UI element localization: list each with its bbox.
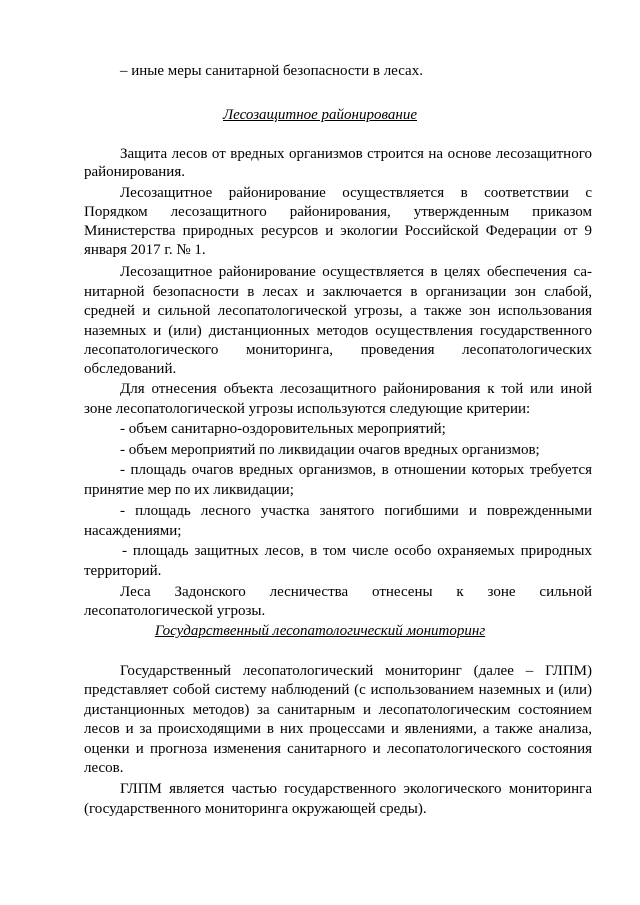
paragraph-line: оценки и прогноза изменения санитарного и лесопатологического состояния xyxy=(84,741,592,757)
paragraph-line: представляет собой систему наблюдений (с использованием наземных и (или) xyxy=(84,682,592,698)
list-item-continuation: территорий. xyxy=(84,563,162,579)
paragraph-line: дистанционных методов) за санитарным и лесопатологическим состоянием xyxy=(84,702,592,718)
paragraph-line: Порядком лесозащитного районирования, утвержденным приказом xyxy=(84,204,592,220)
paragraph-line: Государственный лесопатологический мониторинг (далее – ГЛПМ) xyxy=(120,663,592,679)
section-heading-monitoring: Государственный лесопатологический мониторинг xyxy=(154,623,486,639)
list-item-continuation: принятие мер по их ликвидации; xyxy=(84,482,294,498)
paragraph-line: лесов и за происходящими в них процессами и явлениями, а также анализа, xyxy=(84,721,592,737)
list-item-continuation: насаждениями; xyxy=(84,523,182,539)
paragraph-line: лесопатологического мониторинга, проведения лесопатологических xyxy=(84,342,592,358)
paragraph-line: Лесозащитное районирование осуществляется в соответствии с xyxy=(120,185,592,201)
paragraph-line: районирования. xyxy=(84,164,185,180)
paragraph-line: Леса Задонского лесничества отнесены к зоне сильной xyxy=(120,584,592,600)
paragraph-line: средней и сильной лесопатологической угрозы, а также зон использования xyxy=(84,303,592,319)
list-item: - площадь защитных лесов, в том числе особо охраняемых природных xyxy=(122,543,592,559)
paragraph-line: Защита лесов от вредных организмов строится на основе лесозащитного xyxy=(120,146,592,162)
list-item: - площадь лесного участка занятого погибшими и поврежденными xyxy=(120,503,592,519)
paragraph-line: Лесозащитное районирование осуществляется в целях обеспечения са- xyxy=(120,264,592,280)
paragraph-line: лесов. xyxy=(84,760,124,776)
paragraph-line: лесопатологической угрозы. xyxy=(84,603,266,619)
list-item: - объем мероприятий по ликвидации очагов вредных организмов; xyxy=(120,442,540,458)
paragraph-line: обследований. xyxy=(84,361,177,377)
paragraph-line: нитарной безопасности в лесах и заключается в организации зон слабой, xyxy=(84,284,592,300)
section-heading-zoning: Лесозащитное районирование xyxy=(222,107,417,123)
list-item: - объем санитарно-оздоровительных мероприятий; xyxy=(120,421,446,437)
paragraph-line: наземных и (или) дистанционных методов осуществления государственного xyxy=(84,323,592,339)
paragraph-line: Министерства природных ресурсов и экологии Российской Федерации от 9 xyxy=(84,223,592,239)
paragraph-line: Для отнесения объекта лесозащитного районирования к той или иной xyxy=(120,381,592,397)
paragraph-line: зоне лесопатологической угрозы используются следующие критерии: xyxy=(84,401,531,417)
paragraph-line: января 2017 г. № 1. xyxy=(84,242,206,258)
intro-line: – иные меры санитарной безопасности в лесах. xyxy=(120,63,423,79)
paragraph-line: ГЛПМ является частью государственного экологического мониторинга xyxy=(120,781,592,797)
paragraph-line: (государственного мониторинга окружающей среды). xyxy=(84,801,427,817)
list-item: - площадь очагов вредных организмов, в отношении которых требуется xyxy=(120,462,592,478)
